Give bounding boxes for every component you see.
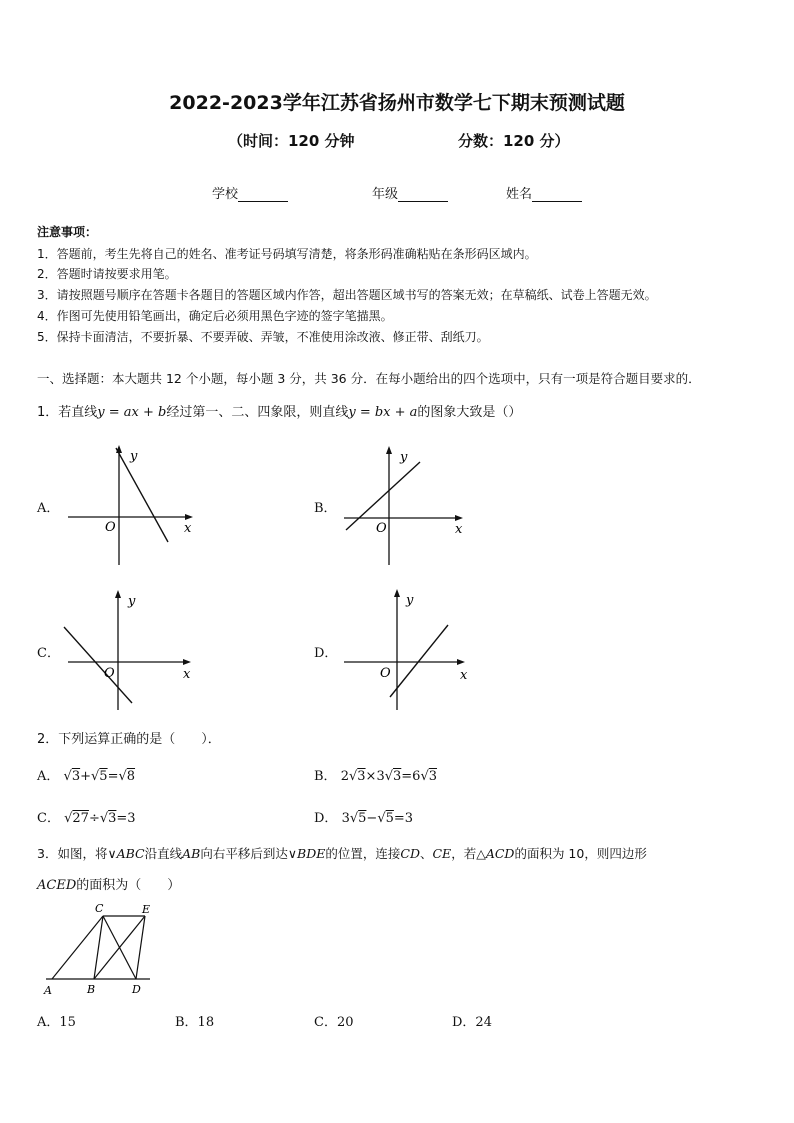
expr-part: +√ <box>80 769 100 784</box>
q1-text-mid: 经过第一、二、四象限，则直线 <box>166 405 349 420</box>
x-axis-arrow <box>185 514 193 520</box>
x-axis-label: x <box>183 667 191 682</box>
expr-part: =6√ <box>401 769 429 784</box>
grade-label: 年级 <box>372 187 399 202</box>
q3-math: ∨ABC <box>107 846 145 861</box>
q3-math: CD <box>400 846 420 861</box>
name-field <box>506 183 582 202</box>
expr-part: =3 <box>116 811 136 826</box>
point-e-label: E <box>142 903 151 916</box>
graph-line <box>116 448 168 542</box>
q3-text: ，若 <box>451 846 477 861</box>
y-axis-arrow <box>386 446 392 454</box>
expr-part: =√ <box>107 769 127 784</box>
q1-option-b-label: B． <box>314 501 337 516</box>
origin-label: O <box>380 666 391 681</box>
radicand: 3 <box>108 811 117 826</box>
grade-blank <box>398 189 448 202</box>
x-axis-label: x <box>455 522 463 537</box>
notes-heading: 注意事项： <box>37 225 98 239</box>
q1-graph-c <box>60 585 200 715</box>
q3-text: 、 <box>419 846 433 861</box>
section-heading: 一、选择题：本大题共 12 个小题，每小题 3 分，共 36 分．在每小题给出的四个选项中，只有一项是符合题目要求的． <box>37 371 701 386</box>
q1-eq1: y = ax + b <box>97 405 167 420</box>
q2-option-d-label: D． <box>314 811 338 826</box>
x-axis-arrow <box>183 659 191 665</box>
y-axis-label: y <box>400 450 408 465</box>
q3-option-a: A．15 <box>37 1015 76 1030</box>
expr-part: 3√ <box>341 811 359 826</box>
q3-text: 的面积为 10，则四边形 <box>514 846 647 861</box>
grade-field <box>372 183 448 202</box>
time-label: （时间：120 分钟 <box>228 132 355 150</box>
graph-line <box>390 625 448 697</box>
school-blank <box>238 189 288 202</box>
q1-text-post: 的图象大致是（） <box>417 405 522 420</box>
y-axis-arrow <box>115 590 121 598</box>
radicand: 3 <box>71 769 81 784</box>
q3-text: 向右平移后到达 <box>200 846 288 861</box>
q3-option-d: D．24 <box>452 1015 492 1030</box>
point-a-label: A <box>44 984 52 997</box>
radicand: 3 <box>393 769 402 784</box>
y-axis-arrow <box>394 589 400 597</box>
point-b-label: B <box>87 983 96 996</box>
q2-option-c-expr <box>64 811 135 826</box>
school-field <box>212 183 288 202</box>
school-label: 学校 <box>212 187 239 202</box>
graph-line <box>64 627 132 703</box>
radicand: 3 <box>357 769 366 784</box>
radicand: 8 <box>126 769 136 784</box>
q1-option-c-label: C． <box>37 646 60 661</box>
q3-math: CE <box>432 846 452 861</box>
expr-part: −√ <box>366 811 386 826</box>
radicand: 27 <box>72 811 89 826</box>
q3-option-c: C．20 <box>314 1015 354 1030</box>
q3-text: 3．如图，将 <box>37 846 108 861</box>
exam-title: 2022-2023学年江苏省扬州市数学七下期末预测试题 <box>169 92 625 114</box>
question-1 <box>37 401 521 420</box>
q3-text: 沿直线 <box>144 846 183 861</box>
origin-label: O <box>376 521 387 536</box>
q3-option-b: B．18 <box>175 1015 215 1030</box>
q3-text: 的位置，连接 <box>325 846 401 861</box>
q2-option-a-expr <box>64 769 136 784</box>
radicand: 5 <box>385 811 394 826</box>
y-axis-label: y <box>128 594 136 609</box>
q2-option-a <box>37 765 135 784</box>
q2-option-c <box>37 807 136 826</box>
score-label: 分数：120 分） <box>458 132 570 150</box>
q2-option-d <box>314 807 413 826</box>
q2-option-d-expr <box>342 811 413 826</box>
y-axis-label: y <box>406 593 414 608</box>
expr-part: ×3√ <box>365 769 393 784</box>
q3-figure <box>38 900 158 1000</box>
note-item: 5．保持卡面清洁，不要折暴、不要弄破、弄皱，不准使用涂改液、修正带、刮纸刀。 <box>37 330 489 344</box>
expr-part: ÷√ <box>88 811 109 826</box>
q1-graph-d <box>340 585 480 715</box>
q1-option-a-label: A． <box>37 501 60 516</box>
radicand: 3 <box>428 769 438 784</box>
name-label: 姓名 <box>506 187 533 202</box>
radicand: 5 <box>358 811 367 826</box>
q3-math: ACED <box>37 878 77 893</box>
q2-option-c-label: C． <box>37 811 60 826</box>
origin-label: O <box>105 520 116 535</box>
expr-part: 2√ <box>340 769 358 784</box>
radicand: 5 <box>99 769 108 784</box>
q3-text: 的面积为（ ） <box>76 878 181 893</box>
x-axis-arrow <box>455 515 463 521</box>
expr-part: √ <box>63 769 72 784</box>
q1-graph-b <box>338 440 478 570</box>
point-c-label: C <box>95 902 104 915</box>
q1-text-pre: 1．若直线 <box>37 405 98 420</box>
x-axis-label: x <box>184 521 192 536</box>
note-item: 1．答题前，考生先将自己的姓名、准考证号码填写清楚，将条形码准确粘贴在条形码区域内。 <box>37 247 537 261</box>
expr-part: √ <box>64 811 73 826</box>
q3-math: ∨BDE <box>287 846 326 861</box>
q3-math: △ACD <box>476 846 515 861</box>
x-axis-arrow <box>457 659 465 665</box>
expr-part: =3 <box>393 811 414 826</box>
q1-option-d-label: D． <box>314 646 338 661</box>
point-d-label: D <box>132 983 141 996</box>
note-item: 3．请按照题号顺序在答题卡各题目的答题区域内作答，超出答题区域书写的答案无效；在草稿纸、试卷上答题无效。 <box>37 288 657 302</box>
q1-graph-a <box>60 440 200 570</box>
q3-math: AB <box>182 846 201 861</box>
q2-option-a-label: A． <box>37 769 60 784</box>
origin-label: O <box>104 666 115 681</box>
q2-option-b-expr <box>341 769 437 784</box>
name-blank <box>532 189 582 202</box>
note-item: 4．作图可先使用铅笔画出，确定后必须用黑色字迹的签字笔描黑。 <box>37 309 393 323</box>
question-3-line-1 <box>37 844 647 862</box>
q2-option-b-label: B． <box>314 769 337 784</box>
y-axis-label: y <box>130 449 138 464</box>
note-item: 2．答题时请按要求用笔。 <box>37 267 177 281</box>
question-3-line-2 <box>37 874 180 893</box>
q1-eq2: y = bx + a <box>348 405 418 420</box>
question-2: 2．下列运算正确的是（ ）． <box>37 732 221 747</box>
x-axis-label: x <box>460 668 468 683</box>
graph-line <box>346 462 420 530</box>
q2-option-b <box>314 765 437 784</box>
